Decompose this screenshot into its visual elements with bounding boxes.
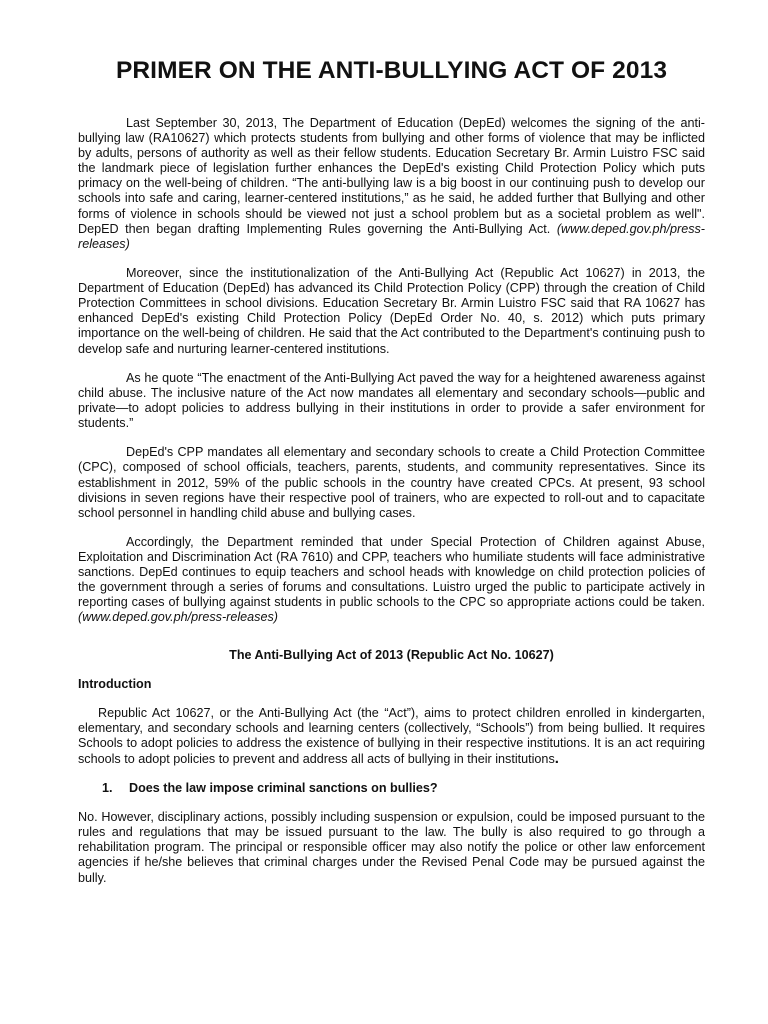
paragraph-accordingly [78,535,705,626]
question-text: Does the law impose criminal sanctions on bullies? [129,781,438,796]
introduction-text: Republic Act 10627, or the Anti-Bullying Act (the “Act”), aims to protect children enrolled in kindergarten, elementary, and secondary schools and learning centers (collectively, “Schools”) from being bullied. It requires Schools to adopt policies to address the existence of bullying in their respective institutions. It is an act requiring schools to adopt policies to prevent and address all acts of bullying in their institutions [78,705,705,766]
paragraph-text: DepEd's CPP mandates all elementary and secondary schools to create a Child Protection Committee (CPC), composed of school officials, teachers, parents, students, and community representatives. Since its establishment in 2012, 59% of the public schools in the country have created CPCs. At present, 93 school divisions in seven regions have their respective pool of trainers, who are expected to roll-out and to capacitate school personnel in handling child abuse and bullying cases. [78,445,705,520]
citation-link: (www.deped.gov.ph/press-releases) [78,610,278,625]
paragraph-cpp-mandates [78,445,705,520]
introduction-heading: Introduction [78,676,152,691]
document-title: PRIMER ON THE ANTI-BULLYING ACT OF 2013 [115,57,668,84]
question-item [78,781,705,796]
document-page [78,55,705,900]
introduction-end-mark: . [554,749,559,767]
paragraph-quote-enactment [78,371,705,431]
answer-text: No. However, disciplinary actions, possibly including suspension or expulsion, could be imposed pursuant to the rules and regulations that may be issued pursuant to the law. The bully is also required to go through a rehabilitation program. The principal or responsible officer may also notify the police or other law enforcement agencies if he/she believes that criminal charges under the Revised Penal Code may be pursued against the bully. [78,810,705,885]
paragraph-text: Moreover, since the institutionalization of the Anti-Bullying Act (Republic Act 10627) in 2013, the Department of Education (DepEd) has advanced its Child Protection Policy (CPP) through the creation of Child Protection Committees in school divisions. Education Secretary Br. Armin Luistro FSC said that RA 10627 has enhanced DepEd's existing Child Protection Policy (DepEd Order No. 40, s. 2012) which puts primary importance on the well-being of children. He said that the Act contributed to the Department's continuing push to develop safe and nurturing learner-centered institutions. [78,266,705,356]
paragraph-institutionalization [78,266,705,357]
question-number: 1. [102,781,113,796]
citation-link: (www.deped.gov.ph/press-releases) [78,221,705,251]
paragraph-deped-welcomes-law [78,116,705,252]
section-heading: The Anti-Bullying Act of 2013 (Republic Act No. 10627) [229,647,554,662]
paragraph-text: Last September 30, 2013, The Department of Education (DepEd) welcomes the signing of the anti-bullying law (RA10627) which protects students from bullying and other forms of violence that may be inflicted by adults, persons of authority as well as their fellow students. Education Secretary Br. Armin Luistro FSC said the landmark piece of legislation further enhances the DepEd's existing Child Protection Policy which puts primacy on the well-being of children. “The anti-bullying law is a big boost in our continuing push to develop our schools into safe and caring, learner-centered institutions,” as he said, he added further that Bullying and other forms of violence in schools should be viewed not just a school problem but as a societal problem as well". DepED then began drafting Implementing Rules governing the Anti-Bullying Act. [78,116,705,236]
paragraph-text: Accordingly, the Department reminded that under Special Protection of Children against Abuse, Exploitation and Discrimination Act (RA 7610) and CPP, teachers who humiliate students will face administrative sanctions. DepEd continues to equip teachers and school heads with knowledge on child protection policies of the government through a series of forums and consultations. Luistro urged the public to participate actively in reporting cases of bullying against students in public schools to the CPC so appropriate actions could be taken. [78,535,705,610]
introduction-paragraph [78,706,705,767]
paragraph-text: As he quote “The enactment of the Anti-Bullying Act paved the way for a heightened awareness against child abuse. The inclusive nature of the Act now mandates all elementary and secondary schools—public and private—to adopt policies to address bullying in their institutions in order to provide a safer environment for students.” [78,370,705,431]
answer-paragraph [78,810,705,885]
